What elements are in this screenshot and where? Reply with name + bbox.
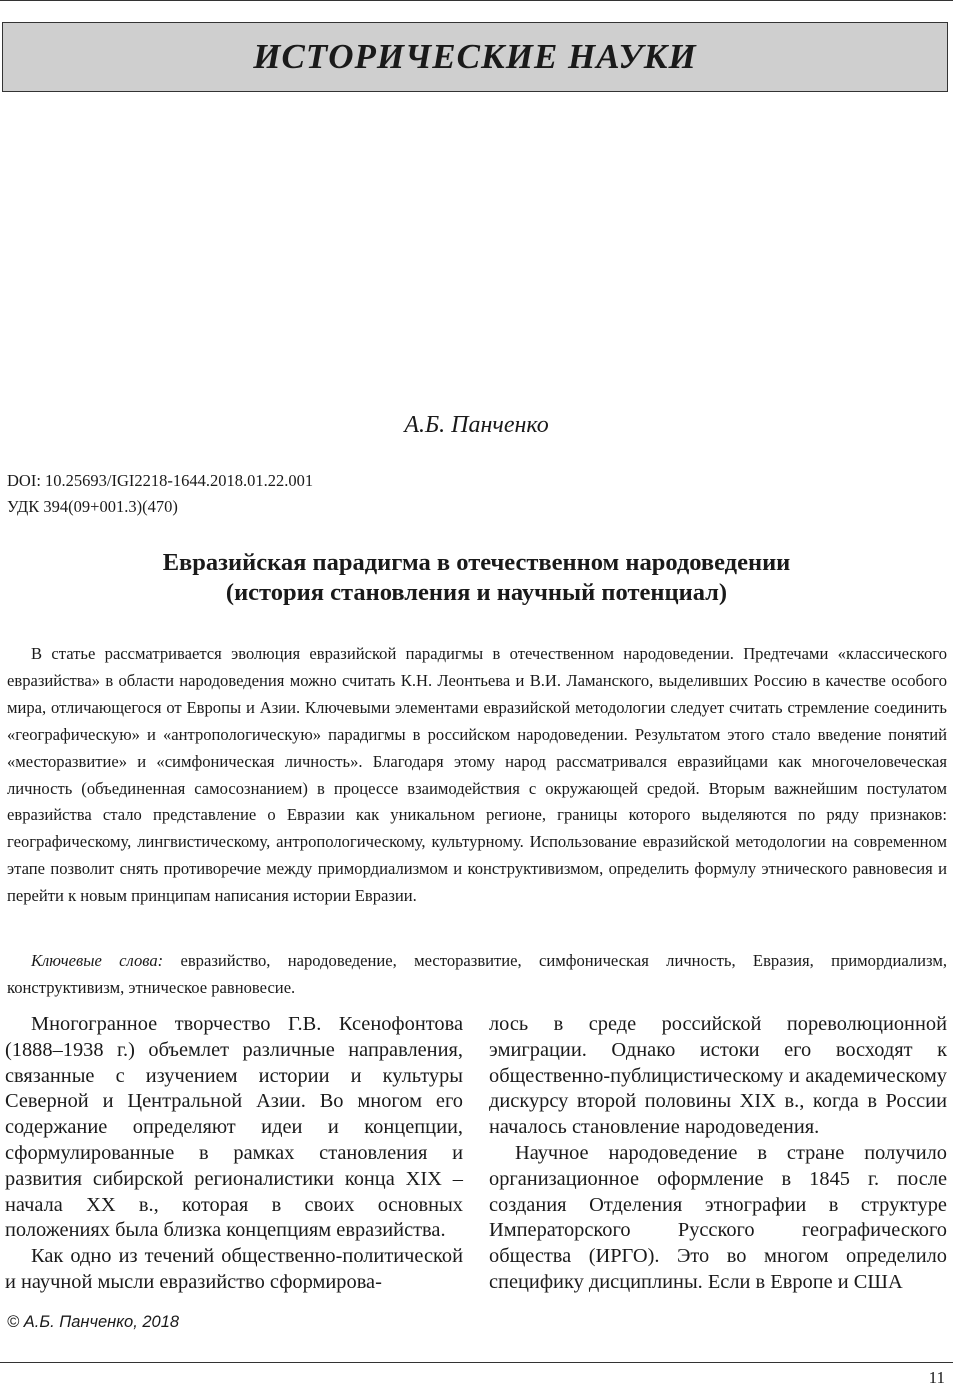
body-paragraph: Научное народоведение в стране получило организационное оформление в 1845 г. после создания Отделения этнографии в структуре Императорского Русского географического общества (ИРГО). Это во многом определило специфику дисциплины. Если в Европе и США	[489, 1141, 947, 1293]
body-column-left	[5, 1012, 463, 1296]
page-number: 11	[928, 1368, 945, 1387]
body-paragraph: Как одно из течений общественно-политической и научной мысли евразийство сформирова-	[5, 1245, 463, 1293]
article-title-line-1: Евразийская парадигма в отечественном народоведении	[162, 549, 791, 576]
doi-line: DOI: 10.25693/IGI2218-1644.2018.01.22.001	[7, 471, 314, 490]
section-banner	[2, 22, 948, 92]
keywords-label: Ключевые слова:	[31, 951, 164, 970]
top-rule	[0, 0, 953, 1]
author-name: А.Б. Панченко	[404, 412, 549, 438]
copyright-notice: © А.Б. Панченко, 2018	[7, 1313, 180, 1331]
article-title	[0, 548, 953, 608]
abstract: В статье рассматривается эволюция евразийской парадигмы в отечественном народоведении. Предтечами «классического евразийства» в области народоведения можно считать К.Н. Леонтьева и В.И. Ламанского, выделивших Россию в качестве особого мира, отличающегося от Европы и Азии. Ключевыми элементами евразийской методологии следует считать стремление соединить «географическую» и «антропологическую» парадигмы в российском народоведении. Результатом этого стало введение понятий «месторазвитие» и «симфоническая личность». Благодаря этому народ рассматривался евразийцами как многочеловеческая личность (объединенная самосознанием) в процессе взаимодействия с окружающей средой. Вторым важнейшим постулатом евразийства стало представление о Евразии как уникальном регионе, границы которого выделяются по ряду признаков: географическому, лингвистическому, антропологическому, культурному. Использование евразийской методологии на современном этапе позволит снять противоречие между примордиализмом и конструктивизмом, определить формулу этнического равновесия и перейти к новым принципам написания истории Евразии.	[7, 644, 947, 906]
keywords	[7, 948, 947, 1001]
udk-line: УДК 394(09+001.3)(470)	[7, 497, 178, 516]
body-column-right	[489, 1012, 947, 1296]
article-title-line-2: (история становления и научный потенциал)	[225, 579, 728, 606]
body-paragraph: лось в среде российской пореволюционной эмиграции. Однако истоки его восходят к общественно-публицистическому и академическому дискурсу второй половины XIX в., когда в России началось становление народоведения.	[489, 1013, 947, 1139]
body-paragraph: Многогранное творчество Г.В. Ксенофонтова (1888–1938 г.) объемлет различные направления, связанные с изучением истории и культуры Северной и Центральной Азии. Во многом его содержание определяют идеи и концепции, сформулированные в рамках становления и развития сибирской регионалистики конца XIX – начала XX в., которая в своих основных положениях была близка концепциям евразийства.	[5, 1013, 463, 1242]
section-title: ИСТОРИЧЕСКИЕ НАУКИ	[253, 37, 697, 76]
bottom-rule	[0, 1362, 953, 1363]
keywords-text: евразийство, народоведение, месторазвитие, симфоническая личность, Евразия, примордиализм, конструктивизм, этническое равновесие.	[7, 951, 947, 997]
